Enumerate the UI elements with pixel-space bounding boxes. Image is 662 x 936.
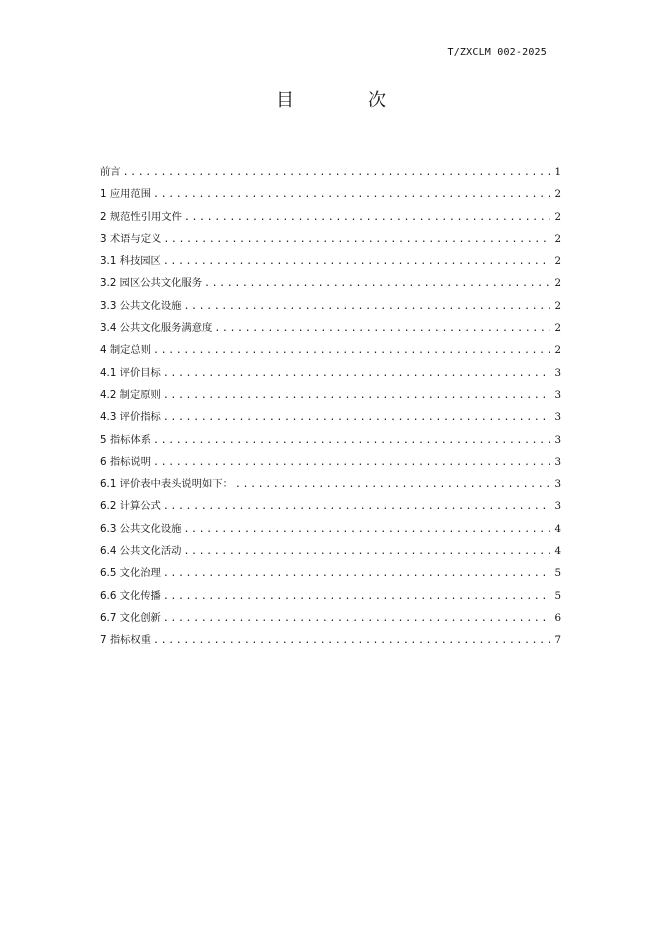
toc-entry-page: 6 xyxy=(554,611,561,624)
toc-entry[interactable] xyxy=(100,607,561,629)
toc-leader-dots xyxy=(163,385,551,407)
toc-entry-label: 5 指标体系 xyxy=(100,433,152,446)
toc-leader-dots xyxy=(183,519,550,541)
toc-entry[interactable] xyxy=(100,451,561,473)
toc-entry[interactable] xyxy=(100,629,561,651)
toc-leader-dots xyxy=(204,273,550,295)
title-char-2: 次 xyxy=(368,90,386,111)
toc-entry[interactable] xyxy=(100,562,561,584)
title-char-1: 目 xyxy=(276,90,294,111)
toc-entry-page: 3 xyxy=(554,500,561,513)
toc-leader-dots xyxy=(153,452,550,474)
toc-leader-dots xyxy=(163,608,551,630)
toc-entry-page: 2 xyxy=(554,255,561,268)
toc-entry-page: 3 xyxy=(554,411,561,424)
toc-entry-label: 6.1 评价表中表头说明如下： xyxy=(100,478,233,491)
toc-entry[interactable] xyxy=(100,362,561,384)
toc-entry-label: 4.2 制定原则 xyxy=(100,388,161,401)
toc-entry-label: 2 规范性引用文件 xyxy=(100,210,182,223)
document-code: T/ZXCLM 002-2025 xyxy=(447,47,547,58)
toc-entry-page: 2 xyxy=(554,322,561,335)
toc-leader-dots xyxy=(184,207,551,229)
toc-leader-dots xyxy=(163,229,550,251)
toc-entry[interactable] xyxy=(100,518,561,540)
toc-leader-dots xyxy=(163,363,551,385)
toc-entry-label: 6.3 公共文化设施 xyxy=(100,522,182,535)
toc-entry-label: 4 制定总则 xyxy=(100,344,152,357)
toc-entry[interactable] xyxy=(100,206,561,228)
toc-entry-label: 3.3 公共文化设施 xyxy=(100,299,182,312)
toc-entry-page: 1 xyxy=(554,166,561,178)
toc-leader-dots xyxy=(153,340,550,362)
toc-entry[interactable] xyxy=(100,585,561,607)
toc-entry[interactable] xyxy=(100,429,561,451)
toc-entry[interactable] xyxy=(100,384,561,406)
toc-entry[interactable] xyxy=(100,406,561,428)
toc-entry-page: 5 xyxy=(554,589,561,602)
toc-entry-label: 6.6 文化传播 xyxy=(100,589,161,602)
toc-entry[interactable] xyxy=(100,540,561,562)
toc-entry[interactable] xyxy=(100,161,561,183)
toc-leader-dots xyxy=(163,407,551,429)
toc-entry-page: 3 xyxy=(554,366,561,379)
toc-entry-label: 3.2 园区公共文化服务 xyxy=(100,277,203,290)
toc-entry[interactable] xyxy=(100,473,561,495)
toc-entry-page: 3 xyxy=(554,455,561,468)
toc-entry-page: 3 xyxy=(554,388,561,401)
toc-entry[interactable] xyxy=(100,272,561,294)
toc-entry-label: 6.7 文化创新 xyxy=(100,611,161,624)
toc-entry-page: 2 xyxy=(554,188,561,201)
toc-entry-label: 7 指标权重 xyxy=(100,634,152,647)
toc-entry-label: 3.1 科技园区 xyxy=(100,255,161,268)
toc-leader-dots xyxy=(183,541,550,563)
toc-entry-page: 2 xyxy=(554,277,561,290)
toc-entry-page: 7 xyxy=(554,634,561,647)
toc-entry-page: 2 xyxy=(554,299,561,312)
toc-entry-page: 4 xyxy=(554,545,561,558)
toc-leader-dots xyxy=(163,251,551,273)
toc-entry[interactable] xyxy=(100,183,561,205)
toc-entry-page: 3 xyxy=(554,433,561,446)
toc-entry[interactable] xyxy=(100,250,561,272)
page-title xyxy=(0,86,662,112)
toc-entry-label: 3.4 公共文化服务满意度 xyxy=(100,322,213,335)
toc-leader-dots xyxy=(153,184,550,206)
table-of-contents xyxy=(100,161,561,652)
toc-entry-label: 6.2 计算公式 xyxy=(100,500,161,513)
toc-entry-page: 5 xyxy=(554,567,561,580)
toc-leader-dots xyxy=(163,496,551,518)
toc-leader-dots xyxy=(235,474,551,496)
toc-entry-label: 3 术语与定义 xyxy=(100,232,162,245)
toc-leader-dots xyxy=(163,586,551,608)
toc-entry-label: 6.4 公共文化活动 xyxy=(100,545,182,558)
toc-entry-page: 3 xyxy=(554,478,561,491)
toc-entry-page: 2 xyxy=(554,232,561,245)
toc-leader-dots xyxy=(183,296,550,318)
toc-entry-label: 1 应用范围 xyxy=(100,188,152,201)
toc-leader-dots xyxy=(214,318,550,340)
toc-leader-dots xyxy=(163,563,551,585)
toc-entry-label: 6 指标说明 xyxy=(100,455,152,468)
toc-entry-label: 6.5 文化治理 xyxy=(100,567,161,580)
toc-entry[interactable] xyxy=(100,295,561,317)
toc-entry[interactable] xyxy=(100,228,561,250)
toc-entry-page: 4 xyxy=(554,522,561,535)
toc-entry-page: 2 xyxy=(554,344,561,357)
toc-entry-label: 前言 xyxy=(100,166,121,178)
toc-entry[interactable] xyxy=(100,317,561,339)
toc-entry[interactable] xyxy=(100,495,561,517)
toc-leader-dots xyxy=(153,430,550,452)
toc-leader-dots xyxy=(153,630,550,652)
toc-entry-label: 4.1 评价目标 xyxy=(100,366,161,379)
toc-entry-label: 4.3 评价指标 xyxy=(100,411,161,424)
toc-entry[interactable] xyxy=(100,339,561,361)
toc-leader-dots xyxy=(123,162,551,184)
toc-entry-page: 2 xyxy=(554,210,561,223)
